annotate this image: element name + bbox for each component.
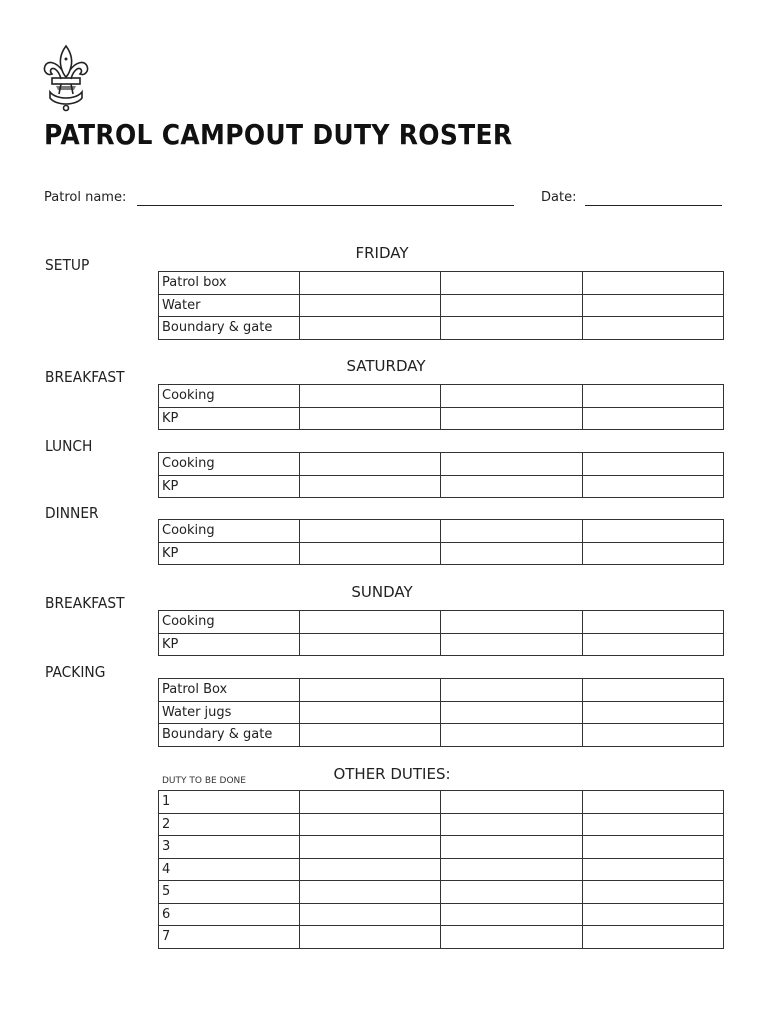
duty-label: KP bbox=[159, 407, 300, 430]
duty-label: KP bbox=[159, 633, 300, 656]
day-heading-friday: FRIDAY bbox=[355, 244, 409, 262]
table-row bbox=[159, 813, 724, 836]
duty-number: 3 bbox=[159, 836, 300, 859]
assignment-cell bbox=[441, 542, 582, 565]
duty-label: KP bbox=[159, 542, 300, 565]
duty-label: Water jugs bbox=[159, 701, 300, 724]
assignment-cell bbox=[441, 633, 582, 656]
table-row bbox=[159, 881, 724, 904]
assignment-cell bbox=[582, 679, 723, 702]
assignment-cell bbox=[582, 520, 723, 543]
duty-number: 4 bbox=[159, 858, 300, 881]
day-heading-saturday: SATURDAY bbox=[346, 357, 426, 375]
patrol-name-line bbox=[137, 205, 514, 206]
assignment-cell bbox=[300, 813, 441, 836]
patrol-name-label: Patrol name: bbox=[44, 190, 127, 205]
assignment-cell bbox=[300, 385, 441, 408]
section-label-setup: SETUP bbox=[45, 256, 90, 274]
duty-number: 1 bbox=[159, 791, 300, 814]
assignment-cell bbox=[582, 475, 723, 498]
table-row bbox=[159, 317, 724, 340]
saturday-breakfast-table bbox=[158, 384, 724, 430]
assignment-cell bbox=[582, 701, 723, 724]
table-row bbox=[159, 791, 724, 814]
assignment-cell bbox=[441, 453, 582, 476]
assignment-cell bbox=[300, 926, 441, 949]
assignment-cell bbox=[300, 724, 441, 747]
assignment-cell bbox=[300, 294, 441, 317]
section-label-sunday-breakfast: BREAKFAST bbox=[45, 594, 125, 612]
table-row bbox=[159, 294, 724, 317]
day-heading-other-duties: OTHER DUTIES: bbox=[333, 765, 451, 783]
duty-label: Water bbox=[159, 294, 300, 317]
duty-number: 2 bbox=[159, 813, 300, 836]
duty-number: 7 bbox=[159, 926, 300, 949]
assignment-cell bbox=[441, 813, 582, 836]
assignment-cell bbox=[582, 858, 723, 881]
assignment-cell bbox=[441, 611, 582, 634]
assignment-cell bbox=[300, 679, 441, 702]
assignment-cell bbox=[582, 317, 723, 340]
assignment-cell bbox=[582, 272, 723, 295]
duty-label: Cooking bbox=[159, 385, 300, 408]
assignment-cell bbox=[441, 385, 582, 408]
assignment-cell bbox=[300, 611, 441, 634]
fleur-de-lis-logo bbox=[42, 44, 90, 114]
duty-number: 6 bbox=[159, 903, 300, 926]
duty-label: Cooking bbox=[159, 520, 300, 543]
section-label-lunch: LUNCH bbox=[45, 437, 93, 455]
duty-label: Boundary & gate bbox=[159, 724, 300, 747]
table-row bbox=[159, 858, 724, 881]
other-duties-table bbox=[158, 790, 724, 949]
table-row bbox=[159, 903, 724, 926]
table-row bbox=[159, 475, 724, 498]
assignment-cell bbox=[582, 724, 723, 747]
assignment-cell bbox=[582, 407, 723, 430]
assignment-cell bbox=[441, 926, 582, 949]
assignment-cell bbox=[300, 791, 441, 814]
table-row bbox=[159, 520, 724, 543]
table-row bbox=[159, 724, 724, 747]
table-row bbox=[159, 272, 724, 295]
table-row bbox=[159, 926, 724, 949]
assignment-cell bbox=[300, 903, 441, 926]
assignment-cell bbox=[441, 475, 582, 498]
assignment-cell bbox=[582, 881, 723, 904]
duty-label: Boundary & gate bbox=[159, 317, 300, 340]
lunch-table bbox=[158, 452, 724, 498]
table-row bbox=[159, 407, 724, 430]
table-row bbox=[159, 453, 724, 476]
page-title: PATROL CAMPOUT DUTY ROSTER bbox=[44, 118, 513, 151]
assignment-cell bbox=[300, 836, 441, 859]
table-row bbox=[159, 385, 724, 408]
assignment-cell bbox=[582, 813, 723, 836]
dinner-table bbox=[158, 519, 724, 565]
table-row bbox=[159, 679, 724, 702]
duty-label: Patrol Box bbox=[159, 679, 300, 702]
assignment-cell bbox=[441, 272, 582, 295]
assignment-cell bbox=[300, 453, 441, 476]
assignment-cell bbox=[300, 633, 441, 656]
date-label: Date: bbox=[541, 190, 577, 205]
section-label-dinner: DINNER bbox=[45, 504, 99, 522]
sunday-breakfast-table bbox=[158, 610, 724, 656]
assignment-cell bbox=[300, 475, 441, 498]
assignment-cell bbox=[441, 836, 582, 859]
assignment-cell bbox=[300, 317, 441, 340]
assignment-cell bbox=[582, 903, 723, 926]
section-label-saturday-breakfast: BREAKFAST bbox=[45, 368, 125, 386]
assignment-cell bbox=[441, 679, 582, 702]
assignment-cell bbox=[582, 542, 723, 565]
assignment-cell bbox=[582, 791, 723, 814]
assignment-cell bbox=[441, 407, 582, 430]
assignment-cell bbox=[441, 903, 582, 926]
duty-label: Cooking bbox=[159, 611, 300, 634]
assignment-cell bbox=[441, 791, 582, 814]
assignment-cell bbox=[582, 385, 723, 408]
assignment-cell bbox=[582, 611, 723, 634]
assignment-cell bbox=[441, 724, 582, 747]
assignment-cell bbox=[300, 858, 441, 881]
assignment-cell bbox=[582, 926, 723, 949]
table-row bbox=[159, 836, 724, 859]
assignment-cell bbox=[582, 294, 723, 317]
assignment-cell bbox=[441, 858, 582, 881]
duty-label: Cooking bbox=[159, 453, 300, 476]
assignment-cell bbox=[300, 701, 441, 724]
date-line bbox=[585, 205, 722, 206]
assignment-cell bbox=[441, 317, 582, 340]
assignment-cell bbox=[441, 881, 582, 904]
assignment-cell bbox=[441, 520, 582, 543]
duty-label: KP bbox=[159, 475, 300, 498]
assignment-cell bbox=[441, 701, 582, 724]
duty-number: 5 bbox=[159, 881, 300, 904]
table-row bbox=[159, 701, 724, 724]
table-row bbox=[159, 542, 724, 565]
assignment-cell bbox=[300, 407, 441, 430]
table-row bbox=[159, 633, 724, 656]
assignment-cell bbox=[441, 294, 582, 317]
duty-label: Patrol box bbox=[159, 272, 300, 295]
assignment-cell bbox=[582, 836, 723, 859]
table-row bbox=[159, 611, 724, 634]
assignment-cell bbox=[300, 520, 441, 543]
assignment-cell bbox=[582, 453, 723, 476]
assignment-cell bbox=[300, 272, 441, 295]
assignment-cell bbox=[582, 633, 723, 656]
duty-to-be-done-label: DUTY TO BE DONE bbox=[162, 776, 246, 786]
section-label-packing: PACKING bbox=[45, 663, 106, 681]
packing-table bbox=[158, 678, 724, 747]
assignment-cell bbox=[300, 881, 441, 904]
setup-table bbox=[158, 271, 724, 340]
day-heading-sunday: SUNDAY bbox=[351, 583, 413, 601]
assignment-cell bbox=[300, 542, 441, 565]
